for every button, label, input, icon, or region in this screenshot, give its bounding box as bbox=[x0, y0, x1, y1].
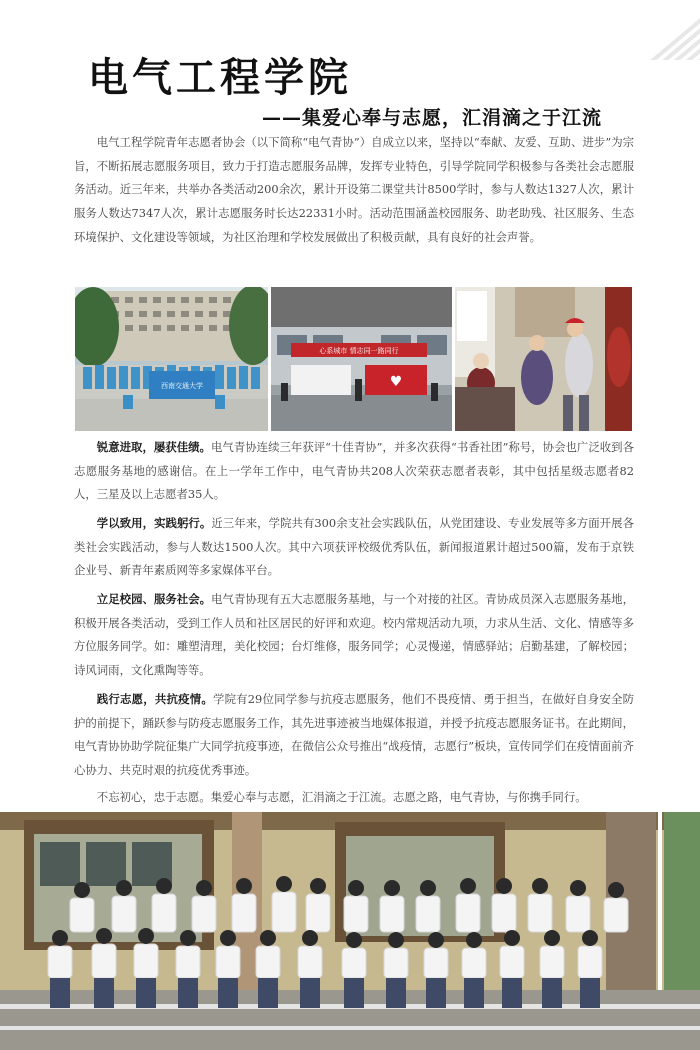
section-lead: 锐意进取，屡获佳绩。 bbox=[96, 440, 211, 454]
section-body: 电气青协现有五大志愿服务基地，与一个对接的社区。青协成员深入志愿服务基地，积极开展各类活动，受到工作人员和社区居民的好评和欢迎。校内常规活动九项，力求从生活、文化、情感等多方位服务同学。如：雕塑清理，美化校园；台灯维修，服务同学；心灵慢递，情感驿站；启勤基建，了解校园；诗风词雨，文化熏陶等等。 bbox=[74, 592, 634, 678]
photo-group-campus bbox=[75, 287, 268, 431]
heart-icon: ♥ bbox=[389, 374, 403, 390]
photo-banner-event bbox=[271, 287, 452, 431]
photo-strip bbox=[75, 287, 632, 431]
campus-banner-text: 西南交通大学 bbox=[161, 382, 203, 390]
event-banner-text: 心系城市 情志同一路同行 bbox=[319, 347, 399, 355]
page-subtitle: ——集爱心奉与志愿，汇涓滴之于江流 bbox=[262, 107, 603, 129]
closing-paragraph: 不忘初心，忠于志愿。集爱心奉与志愿，汇涓滴之于江流。志愿之路，电气青协，与你携手同行。 bbox=[96, 790, 587, 804]
intro-paragraph: 电气工程学院青年志愿者协会（以下简称“电气青协”）自成立以来，坚持以“奉献、友爱、互助、进步”为宗旨，不断拓展志愿服务项目，致力于打造志愿服务品牌，发挥专业特色，引导学院同学积极参与各类社会志愿服务活动。近三年来，共举办各类活动200余次，累计开设第二课堂共计8500学时，参与人数达1327人次，累计服务人数达7347人次，累计志愿服务时长达22331小时。活动范围涵盖校园服务、助老助残、社区服务、生态环境保护、文化建设等领域，为社区治理和学校发展做出了积极贡献，具有良好的社会声誉。 bbox=[74, 135, 634, 244]
section-awards bbox=[74, 436, 634, 507]
section-body: 学院有29位同学参与抗疫志愿服务，他们不畏疫情、勇于担当，在做好自身安全防护的前提下，踊跃参与防疫志愿服务工作，其先进事迹被当地媒体报道，并授予抗疫志愿服务证书。在此期间，电气青协协助学院征集广大同学抗疫事迹，在微信公众号推出“战疫情，志愿行”板块，宣传同学们在疫情面前齐心协力、共克时艰的抗疫优秀事迹。 bbox=[74, 692, 634, 778]
section-body: 近三年来，学院共有300余支社会实践队伍，从党团建设、专业发展等多方面开展各类社会实践活动，参与人数达1500人次。其中六项获评校级优秀队伍，新闻报道累计超过500篇，发布于京铁企业号、新青年素质网等多家媒体平台。 bbox=[74, 516, 634, 578]
section-epidemic bbox=[74, 688, 634, 783]
section-lead: 立足校园、服务社会。 bbox=[96, 592, 212, 606]
section-practice bbox=[74, 512, 634, 583]
photo-elderly-service bbox=[455, 287, 632, 431]
corner-decoration bbox=[620, 0, 700, 60]
section-lead: 学以致用，实践躬行。 bbox=[96, 516, 212, 530]
page-title: 电气工程学院 bbox=[88, 55, 352, 101]
section-community bbox=[74, 588, 634, 683]
group-photo bbox=[0, 812, 700, 1050]
section-body: 电气青协连续三年获评“十佳青协”，并多次获得“书香社团”称号，协会也广泛收到各志愿服务基地的感谢信。在上一学年工作中，电气青协共208人次荣获志愿者表彰，其中包括星级志愿者82人，三星及以上志愿者35人。 bbox=[74, 440, 634, 502]
section-lead: 践行志愿，共抗疫情。 bbox=[96, 692, 213, 706]
